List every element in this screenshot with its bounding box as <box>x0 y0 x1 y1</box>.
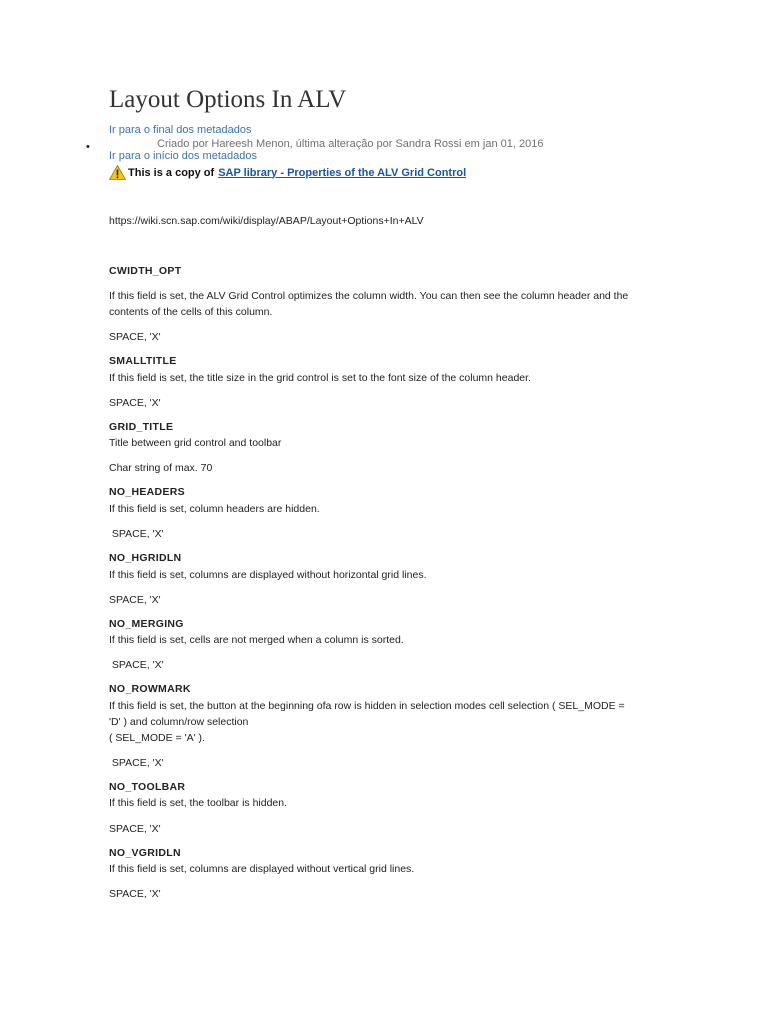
field-description-cwidth-opt: If this field is set, the ALV Grid Control optimizes the column width. You can then see the column header and the contents of the cells of this column. <box>109 290 629 318</box>
field-value-no-toolbar: SPACE, 'X' <box>109 823 161 835</box>
field-value-no-vgridln: SPACE, 'X' <box>109 888 161 900</box>
field-description-no-toolbar: If this field is set, the toolbar is hidden. <box>109 797 288 809</box>
field-value-no-headers: SPACE, 'X' <box>109 528 164 540</box>
field-name-smalltitle: SMALLTITLE <box>109 355 177 367</box>
list-bullet: • <box>86 141 90 153</box>
field-value-grid-title: Char string of max. 70 <box>109 462 213 474</box>
notice-text: This is a copy of <box>128 166 215 179</box>
field-value-smalltitle: SPACE, 'X' <box>109 397 161 409</box>
copy-notice <box>109 165 466 180</box>
field-description-no-hgridln: If this field is set, columns are displayed without horizontal grid lines. <box>109 569 427 581</box>
field-name-no-rowmark: NO_ROWMARK <box>109 683 191 695</box>
field-description-smalltitle: If this field is set, the title size in the grid control is set to the font size of the column header. <box>109 372 531 384</box>
sap-library-link[interactable]: SAP library - Properties of the ALV Grid Control <box>218 166 467 179</box>
link-to-metadata-start[interactable]: Ir para o início dos metadados <box>109 150 257 162</box>
warning-icon <box>109 165 126 180</box>
field-description-no-rowmark-line-2: 'D' ) and column/row selection <box>109 716 249 728</box>
field-value-no-rowmark: SPACE, 'X' <box>109 757 164 769</box>
created-by-text: Criado por Hareesh Menon, última alteração por Sandra Rossi em jan 01, 2016 <box>157 138 544 150</box>
field-name-no-toolbar: NO_TOOLBAR <box>109 781 186 793</box>
source-url: https://wiki.scn.sap.com/wiki/display/ABAP/Layout+Options+In+ALV <box>109 215 424 227</box>
field-name-no-headers: NO_HEADERS <box>109 486 185 498</box>
field-name-no-hgridln: NO_HGRIDLN <box>109 552 182 564</box>
field-description-no-rowmark-line-3: ( SEL_MODE = 'A' ). <box>109 732 205 744</box>
field-value-cwidth-opt: SPACE, 'X' <box>109 331 161 343</box>
link-to-metadata-end[interactable]: Ir para o final dos metadados <box>109 124 252 136</box>
field-description-no-vgridln: If this field is set, columns are displayed without vertical grid lines. <box>109 863 415 875</box>
field-value-no-merging: SPACE, 'X' <box>109 659 164 671</box>
field-name-cwidth-opt: CWIDTH_OPT <box>109 265 182 277</box>
field-name-grid-title: GRID_TITLE <box>109 421 174 433</box>
field-description-grid-title: Title between grid control and toolbar <box>109 437 282 449</box>
field-name-no-vgridln: NO_VGRIDLN <box>109 847 181 859</box>
page-title: Layout Options In ALV <box>109 86 347 113</box>
field-value-no-hgridln: SPACE, 'X' <box>109 594 161 606</box>
field-description-no-merging: If this field is set, cells are not merged when a column is sorted. <box>109 634 404 646</box>
field-name-no-merging: NO_MERGING <box>109 618 184 630</box>
field-description-no-rowmark-line-1: If this field is set, the button at the beginning ofa row is hidden in selection modes cell selection ( SEL_MODE = <box>109 700 625 712</box>
field-description-no-headers: If this field is set, column headers are hidden. <box>109 503 320 515</box>
